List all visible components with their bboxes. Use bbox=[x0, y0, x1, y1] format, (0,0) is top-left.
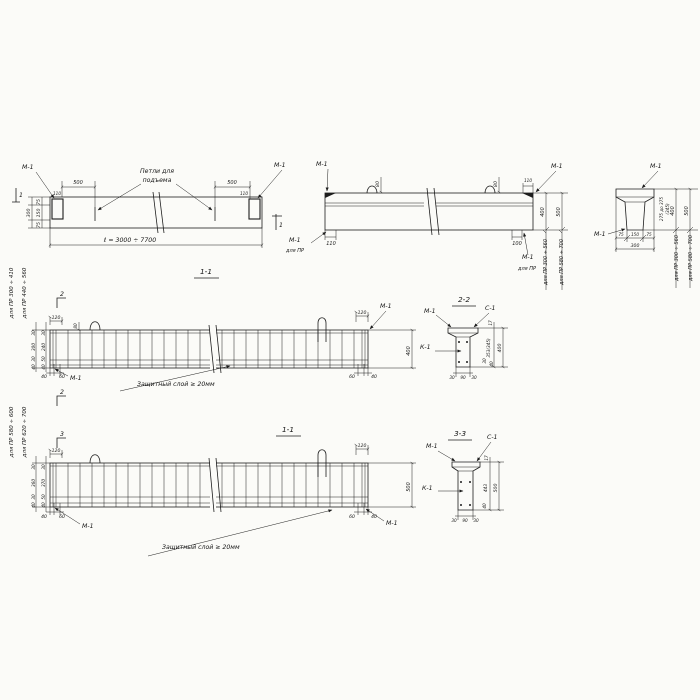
range-a: для ПР 300 ÷ 410 bbox=[9, 267, 15, 319]
range-for-pr-300-560: для ПР 300 ÷ 560 bbox=[543, 238, 549, 286]
s1-mark: С-1 bbox=[487, 434, 498, 441]
chain-b-30: 30 bbox=[41, 330, 46, 336]
dim-75-r: 75 bbox=[646, 232, 652, 237]
dim-75-top: 75 bbox=[37, 199, 42, 205]
range-for-pr-580-700: для ПР 580 ÷ 700 bbox=[688, 234, 694, 282]
dim-80-left: 80 bbox=[376, 181, 381, 187]
m1-mark-top-right: М-1 bbox=[551, 163, 563, 170]
dim-60-br: 60 bbox=[349, 375, 355, 380]
dim-120-right: 120 bbox=[357, 444, 367, 449]
section-title: 1-1 bbox=[199, 267, 213, 276]
dim-100-bottom-right: 100 bbox=[512, 241, 522, 247]
chain-b-30: 30 bbox=[41, 464, 46, 470]
m1-mark: М-1 bbox=[426, 443, 438, 450]
dim-80-loop: 80 bbox=[73, 323, 78, 329]
dim-90-b: 90 bbox=[462, 518, 468, 523]
dim-353-345: 353(345) bbox=[486, 338, 491, 358]
cut-label-2-top: 2 bbox=[60, 291, 64, 298]
m1-mark-right: М-1 bbox=[274, 162, 286, 169]
section-title: 1-1 bbox=[281, 425, 295, 434]
dim-75-bot: 75 bbox=[37, 222, 42, 228]
chain-a-30b: 30 bbox=[31, 356, 36, 362]
dim-30: 30 bbox=[482, 358, 487, 364]
dim-75-l: 75 bbox=[618, 232, 624, 237]
chain-a-30b: 30 bbox=[31, 494, 36, 500]
dim-40-bl: 40 bbox=[41, 515, 47, 520]
section-1-1-top bbox=[9, 267, 416, 406]
m1-mark-bottom-left: М-1 bbox=[289, 237, 301, 244]
dim-120-left: 120 bbox=[51, 449, 61, 454]
cut-flag-2-bottom bbox=[57, 396, 66, 406]
dim-110-bottom-left: 110 bbox=[326, 241, 336, 247]
inner-dim-paren: (345) bbox=[665, 203, 670, 215]
elevation-view bbox=[285, 161, 568, 290]
range-a: для ПР 580 ÷ 600 bbox=[9, 406, 15, 458]
dim-500-right: 500 bbox=[227, 180, 237, 186]
protective-layer-note: Защитный слой ≥ 20мм bbox=[162, 544, 240, 551]
dim-500-height: 500 bbox=[406, 482, 412, 492]
break-mark bbox=[427, 188, 439, 235]
anchor-plate-right bbox=[249, 199, 260, 219]
dim-17: 17 bbox=[484, 455, 489, 461]
dim-60-bl: 60 bbox=[59, 375, 65, 380]
dim-400-total: 400 bbox=[498, 343, 503, 353]
m1-mark-bottom-left: М-1 bbox=[70, 375, 82, 382]
rebar-cage bbox=[50, 330, 368, 368]
chain-a-40: 40 bbox=[31, 502, 36, 508]
dim-150: 150 bbox=[631, 232, 639, 237]
dim-60-br: 60 bbox=[349, 515, 355, 520]
m1-mark: М-1 bbox=[424, 308, 436, 315]
stirrups bbox=[56, 463, 362, 507]
detail-2-2 bbox=[420, 295, 508, 380]
for-pr-bottom-left: для ПР bbox=[286, 248, 305, 254]
anchor-plate-left bbox=[52, 199, 63, 219]
dim-400: 400 bbox=[670, 206, 676, 216]
detail-3-3 bbox=[422, 429, 504, 523]
dim-120-left: 120 bbox=[51, 316, 61, 321]
cut-flag-3 bbox=[57, 438, 66, 448]
dim-443: 443 bbox=[483, 484, 488, 492]
detail-title: 2-2 bbox=[457, 295, 471, 304]
k1-mark: К-1 bbox=[422, 485, 433, 492]
chain-a-30: 30 bbox=[31, 464, 36, 470]
end-wedges bbox=[325, 193, 533, 198]
chain-b-50: 50 bbox=[41, 356, 46, 362]
dim-300: 300 bbox=[630, 244, 640, 249]
chain-a-30: 30 bbox=[31, 330, 36, 336]
stirrups bbox=[56, 330, 362, 368]
chain-b-50: 50 bbox=[41, 494, 46, 500]
cut-label-3: 3 bbox=[60, 431, 64, 438]
dim-500: 500 bbox=[684, 206, 690, 216]
m1-mark-top: М-1 bbox=[650, 163, 662, 170]
length-dim: ℓ = 3000 ÷ 7700 bbox=[103, 237, 157, 244]
chain-b-370: 370 bbox=[41, 479, 46, 487]
dim-110-right: 110 bbox=[240, 191, 248, 196]
dim-40-br: 40 bbox=[371, 515, 377, 520]
dim-400-height: 400 bbox=[406, 346, 412, 356]
dim-30-br: 30 bbox=[473, 518, 479, 523]
inner-dim-range: 275 до 375 bbox=[659, 196, 664, 222]
dim-300: 300 bbox=[27, 208, 32, 218]
cross-section-view bbox=[594, 163, 698, 288]
dim-40: 40 bbox=[482, 503, 487, 509]
chain-a-300: 300 bbox=[31, 343, 36, 351]
dim-400: 400 bbox=[540, 207, 546, 217]
cut-label-1-left: 1 bbox=[19, 192, 23, 199]
cut-label-2-bottom: 2 bbox=[60, 389, 64, 396]
dim-40: 40 bbox=[489, 361, 494, 367]
cut-flag-2-top bbox=[57, 298, 66, 308]
dim-500-total: 500 bbox=[494, 483, 499, 493]
lifting-loops-label: Петли для bbox=[140, 168, 174, 175]
chain-b-40: 40 bbox=[41, 502, 46, 508]
m1-mark-bottom-left: М-1 bbox=[82, 523, 94, 530]
rebar-cage bbox=[50, 463, 368, 507]
dim-30-bl: 30 bbox=[449, 375, 455, 380]
chain-a-360: 360 bbox=[31, 479, 36, 487]
dim-30-br: 30 bbox=[471, 375, 477, 380]
detail-title: 3-3 bbox=[453, 429, 467, 438]
lifting-loop-left bbox=[90, 455, 100, 463]
range-for-pr-580-700: для ПР 580 ÷ 700 bbox=[559, 238, 565, 286]
dim-80-right: 80 bbox=[494, 181, 499, 187]
lifting-loop-left bbox=[90, 322, 100, 330]
break-mark bbox=[153, 192, 164, 233]
chain-a-40: 40 bbox=[31, 364, 36, 370]
chain-b-240: 240 bbox=[41, 343, 46, 351]
dim-60-bl: 60 bbox=[59, 515, 65, 520]
section-1-1-bottom bbox=[9, 406, 416, 556]
range-for-pr-300-560: для ПР 300 ÷ 560 bbox=[674, 234, 680, 282]
range-b: для ПР 620 ÷ 700 bbox=[22, 406, 28, 458]
dim-110-top-right: 110 bbox=[524, 178, 532, 183]
m1-mark-top-left: М-1 bbox=[316, 161, 328, 168]
dim-500-left: 500 bbox=[73, 180, 83, 186]
dim-30-bl: 30 bbox=[451, 518, 457, 523]
dim-120-right: 120 bbox=[357, 311, 367, 316]
m1-mark-left: М-1 bbox=[594, 231, 606, 238]
cut-label-1-right: 1 bbox=[279, 222, 283, 229]
m1-mark-bottom-right: М-1 bbox=[386, 520, 398, 527]
dim-150: 150 bbox=[37, 208, 42, 218]
s1-mark: С-1 bbox=[485, 305, 496, 312]
dim-500: 500 bbox=[556, 207, 562, 217]
for-pr-bottom-right: для ПР bbox=[518, 266, 537, 272]
chain-b-40: 40 bbox=[41, 364, 46, 370]
m1-mark-left: М-1 bbox=[22, 164, 34, 171]
plan-view bbox=[12, 162, 286, 248]
protective-layer-note: Защитный слой ≥ 20мм bbox=[137, 381, 215, 388]
dim-40-bl: 40 bbox=[41, 375, 47, 380]
k1-mark: К-1 bbox=[420, 344, 431, 351]
m1-mark-top-right: М-1 bbox=[380, 303, 392, 310]
m1-mark-bottom-right: М-1 bbox=[522, 254, 534, 261]
dim-17: 17 bbox=[488, 320, 493, 326]
dim-40-br: 40 bbox=[371, 375, 377, 380]
range-b: для ПР 440 ÷ 560 bbox=[22, 267, 28, 319]
dim-110-left: 110 bbox=[53, 191, 61, 196]
dim-90-b: 90 bbox=[460, 375, 466, 380]
lifting-loops-label2: подъема bbox=[142, 177, 172, 184]
